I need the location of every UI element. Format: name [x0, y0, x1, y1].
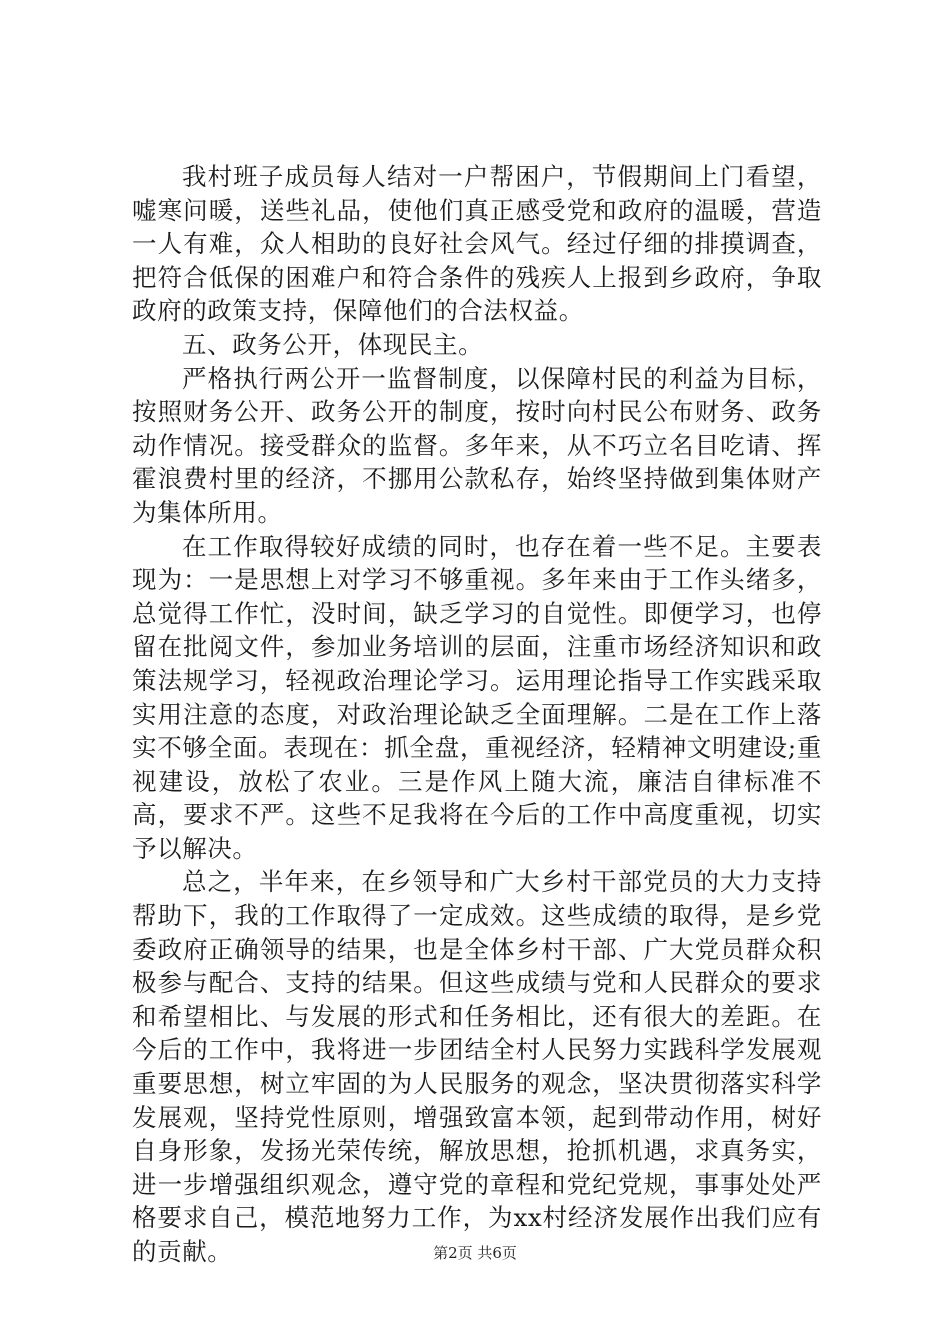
- paragraph-conclusion: 总之，半年来，在乡领导和广大乡村干部党员的大力支持帮助下，我的工作取得了一定成效。这些成绩的取得，是乡党委政府正确领导的结果，也是全体乡村干部、广大党员群众积极参与配合、支持的结果。但这些成绩与党和人民群众的要求和希望相比、与发展的形式和任务相比，还有很大的差距。在今后的工作中，我将进一步团结全村人民努力实践科学发展观重要思想，树立牢固的为人民服务的观念，坚决贯彻落实科学发展观，坚持党性原则，增强致富本领，起到带动作用，树好自身形象，发扬光荣传统，解放思想，抢抓机遇，求真务实，进一步增强组织观念，遵守党的章程和党纪党规，事事处处严格要求自己，模范地努力工作，为xx村经济发展作出我们应有的贡献。: [132, 867, 822, 1266]
- paragraph-transparency: 严格执行两公开一监督制度，以保障村民的利益为目标，按照财务公开、政务公开的制度，按时向村民公布财务、政务动作情况。接受群众的监督。多年来，从不巧立名目吃请、挥霍浪费村里的经济，不挪用公款私存，始终坚持做到集体财产为集体所用。: [132, 363, 822, 527]
- section-heading-government-affairs: 五、政务公开，体现民主。: [182, 329, 484, 359]
- document-body: [132, 160, 822, 1269]
- paragraph-poverty-aid: 我村班子成员每人结对一户帮困户，节假期间上门看望，嘘寒问暖，送些礼品，使他们真正感受党和政府的温暖，营造一人有难，众人相助的良好社会风气。经过仔细的排摸调查，把符合低保的困难户和符合条件的残疾人上报到乡政府，争取政府的政策支持，保障他们的合法权益。: [132, 162, 822, 326]
- paragraph-shortcomings: 在工作取得较好成绩的同时，也存在着一些不足。主要表现为：一是思想上对学习不够重视。多年来由于工作头绪多，总觉得工作忙，没时间，缺乏学习的自觉性。即便学习，也停留在批阅文件，参加业务培训的层面，注重市场经济知识和政策法规学习，轻视政治理论学习。运用理论指导工作实践采取实用注意的态度，对政治理论缺乏全面理解。二是在工作上落实不够全面。表现在：抓全盘，重视经济，轻精神文明建设;重视建设，放松了农业。三是作风上随大流，廉洁自律标准不高，要求不严。这些不足我将在今后的工作中高度重视，切实予以解决。: [132, 531, 822, 863]
- page-number-footer: 第2页 共6页: [433, 1244, 517, 1262]
